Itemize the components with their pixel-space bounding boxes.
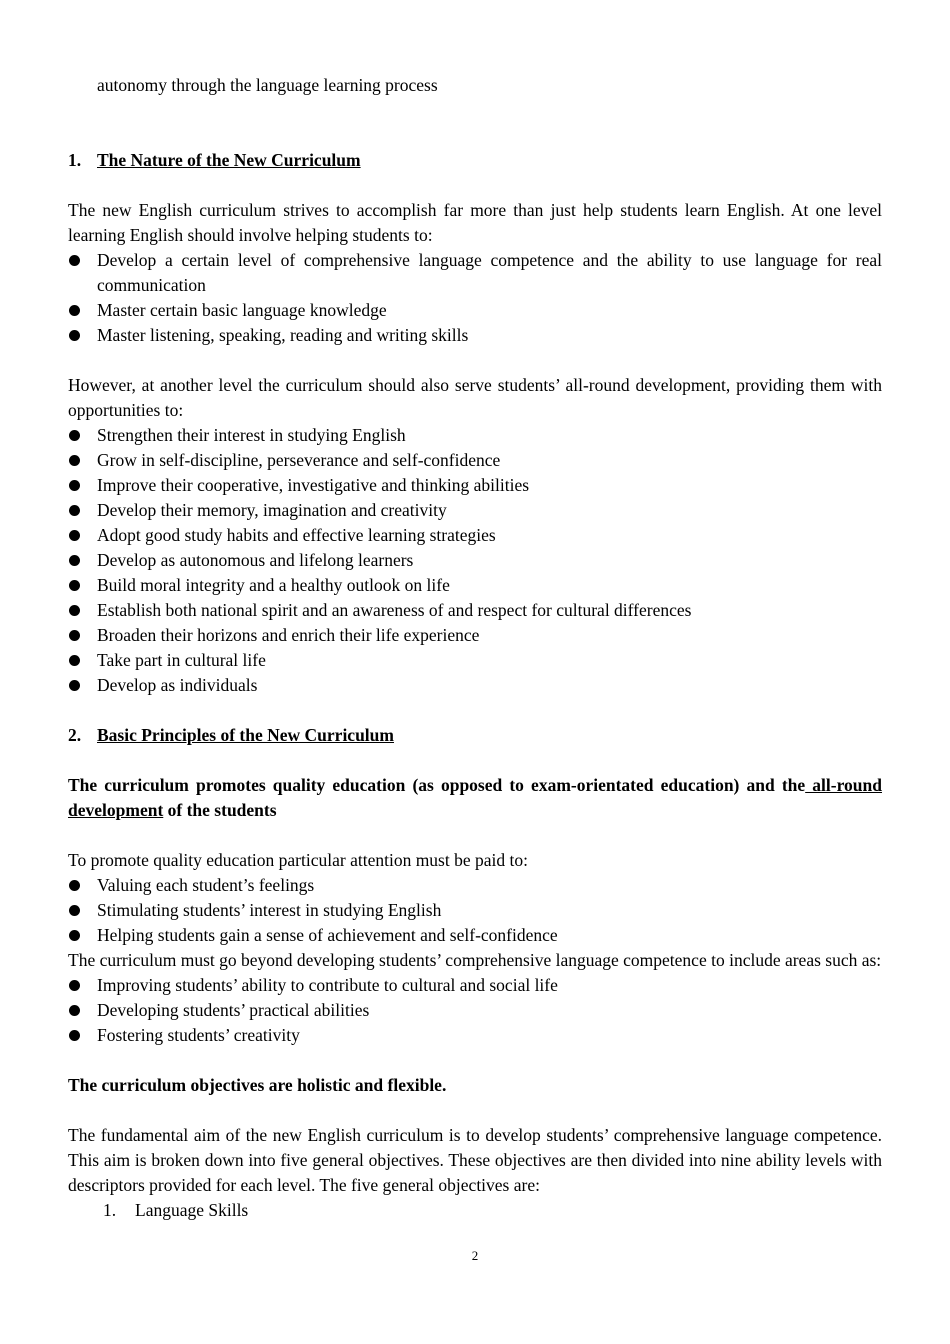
list-item: 1. Language Skills	[103, 1200, 249, 1220]
bullet-icon	[69, 455, 80, 466]
list-item: Broaden their horizons and enrich their life experience	[68, 623, 882, 648]
list-item: Helping students gain a sense of achievement and self-confidence	[68, 923, 882, 948]
list-item: Improve their cooperative, investigative and thinking abilities	[68, 473, 882, 498]
bullet-list-1	[68, 248, 882, 348]
bullet-icon	[69, 930, 80, 941]
section-2-title: Basic Principles of the New Curriculum	[97, 725, 394, 745]
section-2-heading	[68, 723, 882, 748]
section-2-paragraph-4: The curriculum must go beyond developing students’ comprehensive language competence to include areas such as:	[68, 950, 882, 970]
list-item: Develop their memory, imagination and creativity	[68, 498, 882, 523]
list-item: Develop as individuals	[68, 673, 882, 698]
bullet-icon	[69, 255, 80, 266]
bullet-icon	[69, 605, 80, 616]
bullet-icon	[69, 680, 80, 691]
list-item: Master listening, speaking, reading and writing skills	[68, 323, 882, 348]
section-1-number: 1.	[68, 150, 82, 170]
bullet-icon	[69, 1030, 80, 1041]
intro-continuation: autonomy through the language learning process	[97, 75, 438, 95]
section-2-paragraph-5: The fundamental aim of the new English curriculum is to develop students’ comprehensive language competence. This aim is broken down into five general objectives. These objectives are then divided into nine ability levels with descriptors provided for each level. The five general objectives are:	[68, 1125, 882, 1195]
list-item: Take part in cultural life	[68, 648, 882, 673]
objectives-list	[68, 1198, 882, 1223]
bullet-icon	[69, 305, 80, 316]
bullet-list-2	[68, 423, 882, 698]
section-1-title: The Nature of the New Curriculum	[97, 150, 361, 170]
bullet-icon	[69, 630, 80, 641]
list-item: Valuing each student’s feelings	[68, 873, 882, 898]
page-number: 2	[471, 1248, 479, 1263]
list-item: Fostering students’ creativity	[68, 1023, 882, 1048]
bullet-icon	[69, 655, 80, 666]
bullet-icon	[69, 880, 80, 891]
bullet-icon	[69, 580, 80, 591]
bullet-icon	[69, 330, 80, 341]
bullet-list-3	[68, 873, 882, 948]
bullet-icon	[69, 430, 80, 441]
bullet-icon	[69, 1005, 80, 1016]
list-item: Stimulating students’ interest in studying English	[68, 898, 882, 923]
section-1-paragraph-1: The new English curriculum strives to accomplish far more than just help students learn English. At one level learning English should involve helping students to:	[68, 200, 882, 245]
bullet-icon	[69, 980, 80, 991]
list-item: Develop a certain level of comprehensive language competence and the ability to use language for real communication	[68, 248, 882, 298]
document-page	[68, 73, 882, 1223]
list-item: Strengthen their interest in studying English	[68, 423, 882, 448]
principle-1: The curriculum promotes quality education (as opposed to exam-orientated education) and the all-round development of the students	[68, 775, 882, 820]
list-item: Grow in self-discipline, perseverance and self-confidence	[68, 448, 882, 473]
list-item: Establish both national spirit and an awareness of and respect for cultural differences	[68, 598, 882, 623]
bullet-icon	[69, 505, 80, 516]
bullet-list-4	[68, 973, 882, 1048]
bullet-icon	[69, 530, 80, 541]
list-item: Developing students’ practical abilities	[68, 998, 882, 1023]
list-item: Adopt good study habits and effective learning strategies	[68, 523, 882, 548]
section-2-paragraph-3: To promote quality education particular attention must be paid to:	[68, 850, 528, 870]
bullet-icon	[69, 555, 80, 566]
list-item: Develop as autonomous and lifelong learners	[68, 548, 882, 573]
section-2-number: 2.	[68, 725, 82, 745]
principle-2: The curriculum objectives are holistic and flexible.	[68, 1075, 447, 1095]
section-1-paragraph-2: However, at another level the curriculum should also serve students’ all-round development, providing them with opportunities to:	[68, 375, 882, 420]
section-1-heading	[68, 148, 882, 173]
bullet-icon	[69, 480, 80, 491]
list-item: Master certain basic language knowledge	[68, 298, 882, 323]
list-item: Build moral integrity and a healthy outlook on life	[68, 573, 882, 598]
list-item: Improving students’ ability to contribute to cultural and social life	[68, 973, 882, 998]
bullet-icon	[69, 905, 80, 916]
